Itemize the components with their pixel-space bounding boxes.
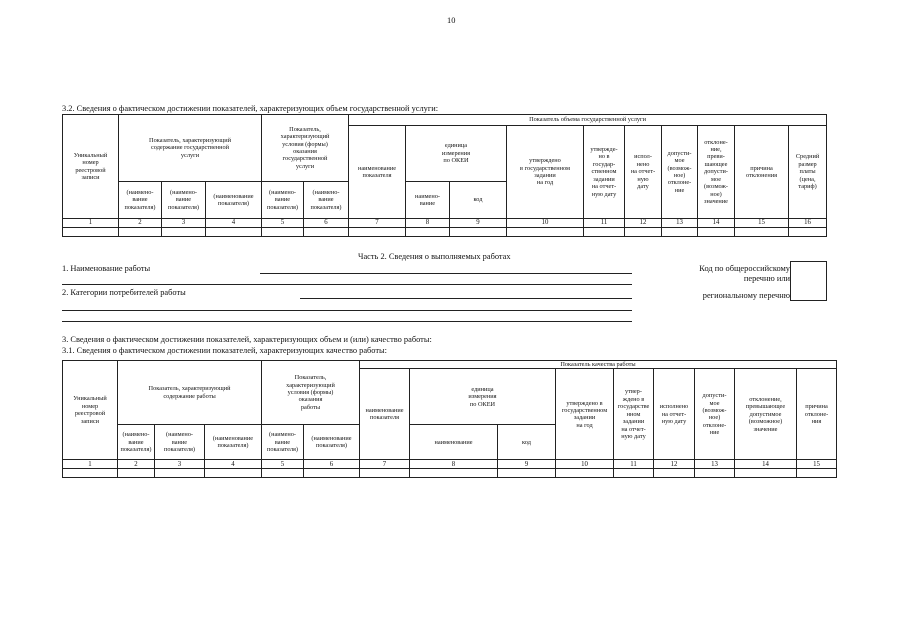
col-number: 11 [584,219,625,228]
page-number: 10 [447,16,456,25]
header-executed: испол- нено на отчет- ную дату [625,126,662,219]
header-unique-number: Уникальный номер реестровой записи [63,115,119,219]
header-approved-year: утверждено в государственном задании на год [507,126,584,219]
sub-indicator-1: (наимено- вание показателя) [119,182,162,219]
data-cell[interactable] [304,228,349,237]
consumers-line[interactable] [300,298,632,299]
data-cell[interactable] [410,469,498,478]
header-reason: причина отклоне- ния [797,369,837,460]
sub-indicator-5: (наимено- вание показателя) [304,182,349,219]
col-number: 1 [63,219,119,228]
work-name-line-2[interactable] [62,284,632,285]
data-cell[interactable] [698,228,735,237]
section-3-1-title: 3.1. Сведения о фактическом достижении показателей, характеризующих качество работы: [62,346,387,355]
col-number: 4 [206,219,262,228]
col-number: 9 [450,219,507,228]
data-cell[interactable] [654,469,695,478]
col-number: 4 [205,460,262,469]
data-cell[interactable] [556,469,614,478]
col-number: 7 [349,219,406,228]
consumers-label: 2. Категории потребителей работы [62,288,186,297]
header-unit-code: код [498,425,556,460]
header-unit: единица измерения по ОКЕИ [410,369,556,425]
code-label-2: перечню или [743,274,790,283]
header-executed: исполнено на отчет- ную дату [654,369,695,460]
data-cell[interactable] [262,469,304,478]
col-number: 10 [556,460,614,469]
col-number: 3 [155,460,205,469]
col-number: 14 [735,460,797,469]
col-number: 1 [63,460,118,469]
data-cell[interactable] [507,228,584,237]
data-cell[interactable] [735,469,797,478]
header-exceeding-deviation: отклоне- ние, преви- шающее допусти- мое (возмож- ное) значение [698,126,735,219]
col-number: 11 [614,460,654,469]
data-cell[interactable] [118,469,155,478]
col-number: 2 [118,460,155,469]
header-unit-name: наимено- вание [406,182,450,219]
data-cell[interactable] [262,228,304,237]
col-number: 8 [410,460,498,469]
col-number: 6 [304,460,360,469]
data-cell[interactable] [662,228,698,237]
sub-indicator-3: (наименование показателя) [206,182,262,219]
data-cell[interactable] [797,469,837,478]
data-cell[interactable] [789,228,827,237]
data-cell[interactable] [155,469,205,478]
header-unit: единица измерения по ОКЕИ [406,126,507,182]
data-cell[interactable] [162,228,206,237]
part-2-title: Часть 2. Сведения о выполняемых работах [358,252,511,261]
data-cell[interactable] [119,228,162,237]
col-number: 15 [797,460,837,469]
col-number: 15 [735,219,789,228]
code-box[interactable] [790,261,827,301]
header-indicator-name: наименование показателя [349,126,406,219]
data-cell[interactable] [450,228,507,237]
header-content-indicator: Показатель, характеризующий содержание работы [118,361,262,425]
consumers-line-3[interactable] [62,321,632,322]
col-number: 12 [654,460,695,469]
sub-indicator-1: (наимено- вание показателя) [118,425,155,460]
header-avg-fee: Средний размер платы (цена, тариф) [789,126,827,219]
data-cell[interactable] [498,469,556,478]
header-reason: причина отклонения [735,126,789,219]
header-unit-code: код [450,182,507,219]
data-cell[interactable] [360,469,410,478]
data-cell[interactable] [614,469,654,478]
col-number: 5 [262,460,304,469]
col-number: 13 [662,219,698,228]
header-unique-number: Уникальный номер реестровой записи [63,361,118,460]
header-conditions-indicator: Показатель, характеризующий условия (формы) оказания работы [262,361,360,425]
sub-indicator-3: (наименование показателя) [205,425,262,460]
data-cell[interactable] [584,228,625,237]
header-unit-name: наименование [410,425,498,460]
col-number: 9 [498,460,556,469]
header-content-indicator: Показатель, характеризующий содержание государственной услуги [119,115,262,182]
data-cell[interactable] [695,469,735,478]
header-approved-date: утвер- ждено в государстве нном задании на отчет- ную дату [614,369,654,460]
col-number: 13 [695,460,735,469]
col-number: 6 [304,219,349,228]
col-number: 10 [507,219,584,228]
col-number: 3 [162,219,206,228]
quality-table [62,360,837,478]
data-cell[interactable] [63,469,118,478]
col-number: 5 [262,219,304,228]
consumers-line-2[interactable] [62,310,632,311]
section-3-title: 3. Сведения о фактическом достижении показателей, характеризующих объем и (или) качество работы: [62,335,432,344]
sub-indicator-5: (наименование показателя) [304,425,360,460]
code-label-3: региональному перечню [702,291,790,300]
header-approved-date: утвержде- но в государ- ственном задании на отчет- ную дату [584,126,625,219]
data-cell[interactable] [349,228,406,237]
header-quality-indicator: Показатель качества работы [360,361,837,369]
code-label-1: Код по общероссийскому [699,264,790,273]
data-cell[interactable] [304,469,360,478]
col-number: 16 [789,219,827,228]
data-cell[interactable] [625,228,662,237]
data-cell[interactable] [205,469,262,478]
header-volume-indicator: Показатель объема государственной услуги [349,115,827,126]
col-number: 12 [625,219,662,228]
sub-indicator-2: (наимено- вание показателя) [155,425,205,460]
volume-table [62,114,827,237]
header-allowed-deviation: допусти- мое (возмож- ное) отклоне- ние [662,126,698,219]
work-name-label: 1. Наименование работы [62,264,151,273]
data-cell[interactable] [735,228,789,237]
sub-indicator-4: (наимено- вание показателя) [262,182,304,219]
header-indicator-name: наименование показателя [360,369,410,460]
sub-indicator-2: (наимено- вание показателя) [162,182,206,219]
header-exceeding-deviation: отклонение, превышающее допустимое (возможное) значение [735,369,797,460]
col-number: 14 [698,219,735,228]
sub-indicator-4: (наимено- вание показателя) [262,425,304,460]
data-cell[interactable] [63,228,119,237]
col-number: 7 [360,460,410,469]
header-allowed-deviation: допусти- мое (возмож- ное) отклоне- ние [695,369,735,460]
col-number: 8 [406,219,450,228]
header-approved-year: утверждено в государственном задании на год [556,369,614,460]
section-3-2-title: 3.2. Сведения о фактическом достижении показателей, характеризующих объем государственной услуги: [62,104,439,113]
work-name-line[interactable] [260,273,632,274]
header-conditions-indicator: Показатель, характеризующий условия (формы) оказания государственной услуги [262,115,349,182]
col-number: 2 [119,219,162,228]
data-cell[interactable] [206,228,262,237]
data-cell[interactable] [406,228,450,237]
